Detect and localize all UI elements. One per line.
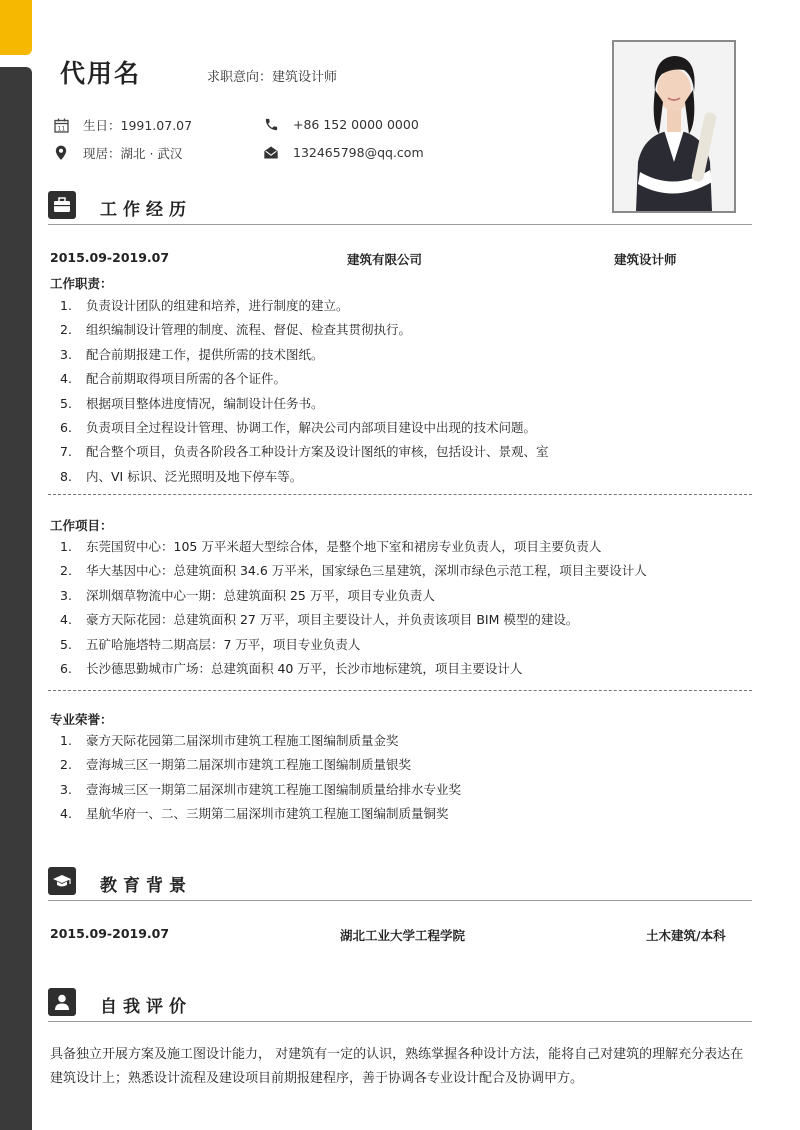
list-item-number: 3.	[60, 587, 72, 603]
edu-period: 2015.09-2019.07	[50, 926, 170, 941]
list-item	[60, 659, 647, 683]
job-period: 2015.09-2019.07	[50, 250, 170, 265]
list-item-number: 1.	[60, 733, 72, 748]
sidebar-bar	[0, 67, 32, 1130]
list-item-number: 1.	[60, 298, 72, 313]
list-item	[60, 345, 549, 369]
list-item-number: 3.	[60, 781, 72, 797]
graduation-cap-icon	[48, 867, 76, 895]
section-title-self: 自我评价	[100, 997, 192, 1017]
location-row	[53, 144, 182, 162]
list-item	[60, 780, 461, 804]
list-item-number: 3.	[60, 346, 72, 362]
honors-list	[60, 731, 461, 829]
section-header-self	[48, 988, 752, 1018]
list-item	[60, 731, 461, 755]
list-item-text: 豪方天际花园第二届深圳市建筑工程施工图编制质量金奖	[86, 733, 399, 748]
list-item	[60, 442, 549, 466]
svg-text:11: 11	[57, 124, 65, 132]
section-header-work	[48, 191, 752, 221]
list-item	[60, 755, 461, 779]
phone-row	[263, 116, 419, 132]
list-item-text: 壹海城三区一期第二届深圳市建筑工程施工图编制质量给排水专业奖	[86, 781, 462, 797]
projects-title: 工作项目：	[50, 518, 113, 533]
list-item-text: 深圳烟草物流中心一期：总建筑面积 25 万平，项目专业负责人	[86, 587, 435, 603]
duties-list	[60, 296, 549, 491]
duties-title: 工作职责：	[50, 276, 113, 291]
list-item-number: 4.	[60, 612, 72, 628]
email-row	[263, 144, 424, 160]
list-item-number: 4.	[60, 371, 72, 387]
location-pin-icon	[53, 145, 69, 161]
list-item-number: 2.	[60, 322, 72, 338]
list-item-number: 4.	[60, 806, 72, 822]
mail-icon	[263, 144, 279, 160]
section-divider	[48, 900, 752, 901]
candidate-name: 代用名	[60, 59, 142, 88]
list-item-text: 壹海城三区一期第二届深圳市建筑工程施工图编制质量银奖	[86, 757, 412, 773]
list-item-number: 5.	[60, 395, 72, 411]
honors-title: 专业荣誉：	[50, 712, 113, 727]
sidebar-accent-bar	[0, 0, 32, 55]
list-item-text: 长沙德思勤城市广场：总建筑面积 40 万平，长沙市地标建筑，项目主要设计人	[86, 660, 523, 676]
list-item-text: 根据项目整体进度情况，编制设计任务书。	[86, 395, 324, 411]
section-divider	[48, 224, 752, 225]
list-item-text: 配合整个项目，负责各阶段各工种设计方案及设计图纸的审核，包括设计、景观、室	[86, 444, 549, 460]
job-intent: 求职意向：建筑设计师	[207, 70, 338, 85]
self-evaluation-text: 具备独立开展方案及施工图设计能力， 对建筑有一定的认识，熟练掌握各种设计方法，能将自己对建筑的理解充分表达在建筑设计上；熟悉设计流程及建设项目前期报建程序，善于协调各专业设计配合及协调甲方。	[50, 1047, 744, 1086]
list-item-text: 负责项目全过程设计管理、协调工作，解决公司内部项目建设中出现的技术问题。	[86, 419, 537, 435]
job-company: 建筑有限公司	[347, 252, 423, 267]
list-item-number: 1.	[60, 539, 72, 554]
list-item-text: 组织编制设计管理的制度、流程、督促、检查其贯彻执行。	[86, 322, 412, 338]
list-item-text: 豪方天际花园：总建筑面积 27 万平，项目主要设计人，并负责该项目 BIM 模型的建设。	[86, 612, 579, 628]
list-item-text: 配合前期取得项目所需的各个证件。	[86, 371, 287, 387]
phone-icon	[263, 116, 279, 132]
dashed-divider	[48, 690, 752, 691]
list-item	[60, 610, 647, 634]
location-text: 现居：湖北 · 武汉	[83, 146, 183, 161]
section-divider	[48, 1021, 752, 1022]
job-position: 建筑设计师	[614, 252, 677, 267]
section-title-education: 教育背景	[100, 876, 192, 896]
birthday-text: 生日：1991.07.07	[83, 118, 193, 133]
list-item	[60, 804, 461, 828]
list-item	[60, 586, 647, 610]
list-item-text: 星航华府一、二、三期第二届深圳市建筑工程施工图编制质量铜奖	[86, 806, 449, 822]
projects-list	[60, 537, 647, 683]
list-item	[60, 394, 549, 418]
list-item	[60, 296, 549, 320]
list-item	[60, 537, 647, 561]
list-item	[60, 467, 549, 491]
person-icon	[48, 988, 76, 1016]
edu-school: 湖北工业大学工程学院	[340, 928, 466, 943]
profile-photo	[612, 40, 736, 213]
list-item-number: 5.	[60, 636, 72, 652]
list-item-number: 8.	[60, 468, 72, 484]
dashed-divider	[48, 494, 752, 495]
phone-text: +86 152 0000 0000	[293, 116, 419, 132]
list-item-number: 6.	[60, 419, 72, 435]
briefcase-icon	[48, 191, 76, 219]
list-item-number: 7.	[60, 444, 72, 460]
list-item-text: 配合前期报建工作，提供所需的技术图纸。	[86, 346, 324, 362]
list-item	[60, 320, 549, 344]
birthday-row	[53, 116, 192, 134]
list-item	[60, 418, 549, 442]
list-item-text: 五矿哈施塔特二期高层：7 万平，项目专业负责人	[86, 636, 361, 652]
section-header-education	[48, 867, 752, 897]
calendar-icon	[53, 117, 69, 133]
edu-major: 土木建筑/本科	[646, 928, 726, 943]
list-item-text: 华大基因中心：总建筑面积 34.6 万平米，国家绿色三星建筑，深圳市绿色示范工程，项目主要设计人	[86, 563, 647, 579]
section-title-work: 工作经历	[100, 200, 192, 220]
list-item	[60, 369, 549, 393]
list-item-text: 负责设计团队的组建和培养，进行制度的建立。	[86, 298, 349, 313]
list-item-number: 2.	[60, 757, 72, 773]
list-item-number: 2.	[60, 563, 72, 579]
list-item-text: 内、VI 标识、泛光照明及地下停车等。	[86, 468, 303, 484]
list-item-text: 东莞国贸中心：105 万平米超大型综合体，是整个地下室和裙房专业负责人，项目主要负责人	[86, 539, 602, 554]
email-text: 132465798@qq.com	[293, 144, 424, 160]
list-item	[60, 635, 647, 659]
list-item	[60, 561, 647, 585]
list-item-number: 6.	[60, 660, 72, 676]
